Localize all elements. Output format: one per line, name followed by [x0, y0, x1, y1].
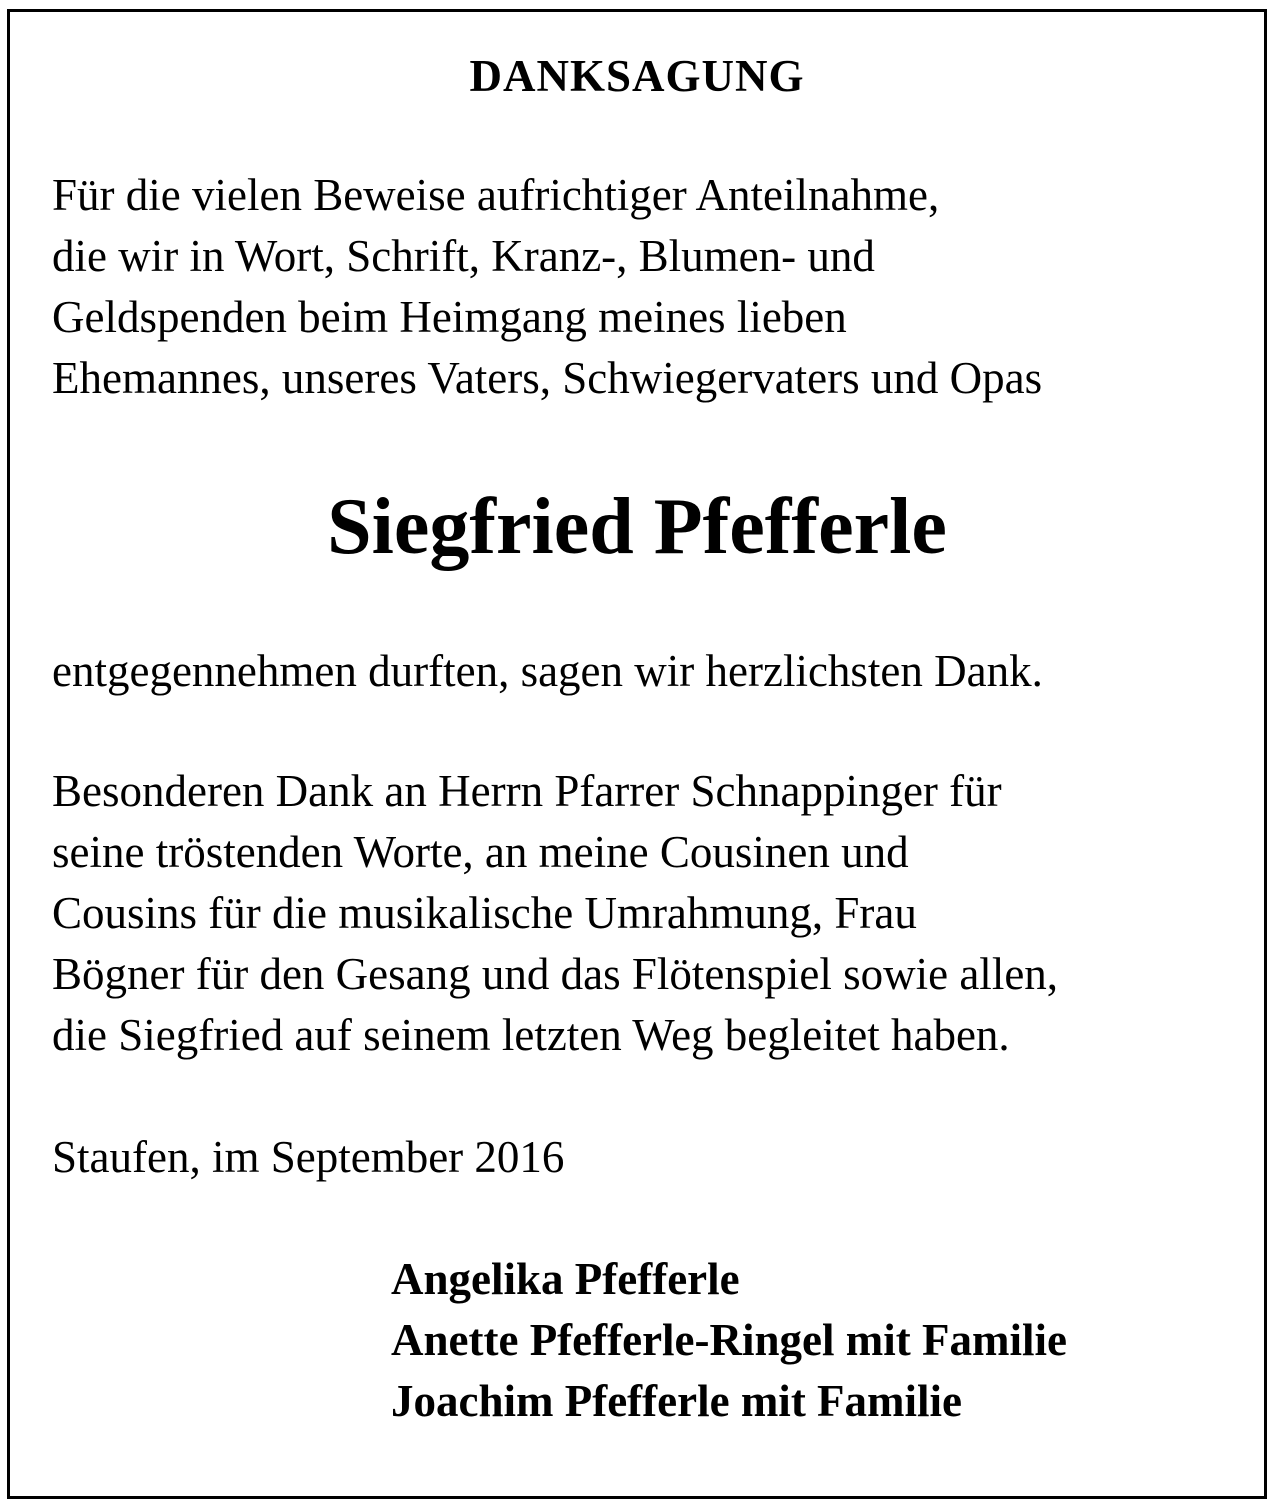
- thanks-line: entgegennehmen durften, sagen wir herzlichsten Dank.: [52, 646, 1043, 696]
- intro-line: Geldspenden beim Heimgang meines lieben: [52, 292, 847, 342]
- deceased-name: Siegfried Pfefferle: [327, 483, 947, 571]
- special-thanks-line: die Siegfried auf seinem letzten Weg begleitet haben.: [52, 1010, 1010, 1060]
- special-thanks-line: Besonderen Dank an Herrn Pfarrer Schnappinger für: [52, 766, 1002, 816]
- signers-block: [391, 1249, 1067, 1432]
- signer-name: Angelika Pfefferle: [391, 1254, 740, 1304]
- place-date-line: Staufen, im September 2016: [52, 1132, 565, 1182]
- thanks-paragraph: [52, 641, 1244, 702]
- place-date: [52, 1127, 1244, 1188]
- intro-paragraph: [52, 165, 1244, 409]
- signer-name: Joachim Pfefferle mit Familie: [391, 1376, 963, 1426]
- notice-heading: DANKSAGUNG: [469, 51, 805, 101]
- intro-line: die wir in Wort, Schrift, Kranz-, Blumen- und: [52, 231, 875, 281]
- special-thanks-line: Cousins für die musikalische Umrahmung, Frau: [52, 888, 917, 938]
- special-thanks-paragraph: [52, 761, 1244, 1066]
- signer-name: Anette Pfefferle-Ringel mit Familie: [391, 1315, 1067, 1365]
- special-thanks-line: Bögner für den Gesang und das Flötenspiel sowie allen,: [52, 949, 1059, 999]
- intro-line: Für die vielen Beweise aufrichtiger Anteilnahme,: [52, 170, 940, 220]
- intro-line: Ehemannes, unseres Vaters, Schwiegervaters und Opas: [52, 353, 1043, 403]
- special-thanks-line: seine tröstenden Worte, an meine Cousinen und: [52, 827, 909, 877]
- obituary-notice: [7, 9, 1267, 1499]
